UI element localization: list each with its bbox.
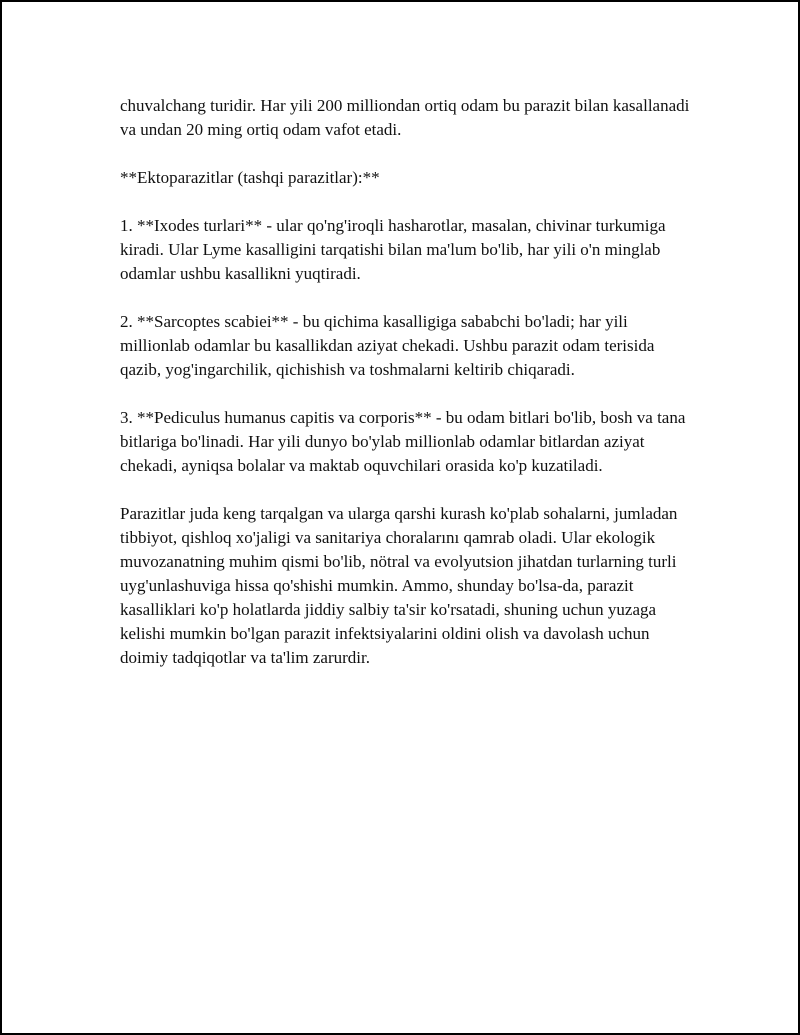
list-item-ixodes: 1. **Ixodes turlari** - ular qo'ng'iroqli hasharotlar, masalan, chivinar turkumiga kiradi. Ular Lyme kasalligini tarqatishi bilan ma'lum bo'lib, har yili o'n minglab odamlar ushbu kasallikni yuqtiradi. [120, 216, 666, 283]
list-item-pediculus: 3. **Pediculus humanus capitis va corporis** - bu odam bitlari bo'lib, bosh va tana bitlariga bo'linadi. Har yili dunyo bo'ylab millionlab odamlar bitlardan aziyat chekadi, ayniqsa bolalar va maktab oquvchilari orasida ko'p kuzatiladi. [120, 408, 686, 475]
paragraph-intro-continuation: chuvalchang turidir. Har yili 200 milliondan ortiq odam bu parazit bilan kasallanadi va undan 20 ming ortiq odam vafot etadi. [120, 96, 690, 139]
section-heading-ectoparasites: **Ektoparazitlar (tashqi parazitlar):** [120, 168, 380, 187]
document-body [120, 94, 695, 694]
list-item-sarcoptes: 2. **Sarcoptes scabiei** - bu qichima kasalligiga sababchi bo'ladi; har yili millionlab odamlar bu kasallikdan aziyat chekadi. Ushbu parazit odam terisida qazib, yog'ingarchilik, qichishish va toshmalarni keltirib chiqaradi. [120, 312, 655, 379]
paragraph-conclusion: Parazitlar juda keng tarqalgan va ularga qarshi kurash ko'plab sohalarni, jumladan tibbiyot, qishloq xo'jaligi va sanitariya choralarını qamrab oladi. Ular ekologik muvozanatning muhim qismi bo'lib, nötral va evolyutsion jihatdan turlarning turli uyg'unlashuviga hissa qo'shishi mumkin. Ammo, shunday bo'lsa-da, parazit kasalliklari ko'p holatlarda jiddiy salbiy ta'sir ko'rsatadi, shuning uchun yuzaga kelishi mumkin bo'lgan parazit infektsiyalarini oldini olish va davolash uchun doimiy tadqiqotlar va ta'lim zarurdir. [120, 504, 678, 667]
